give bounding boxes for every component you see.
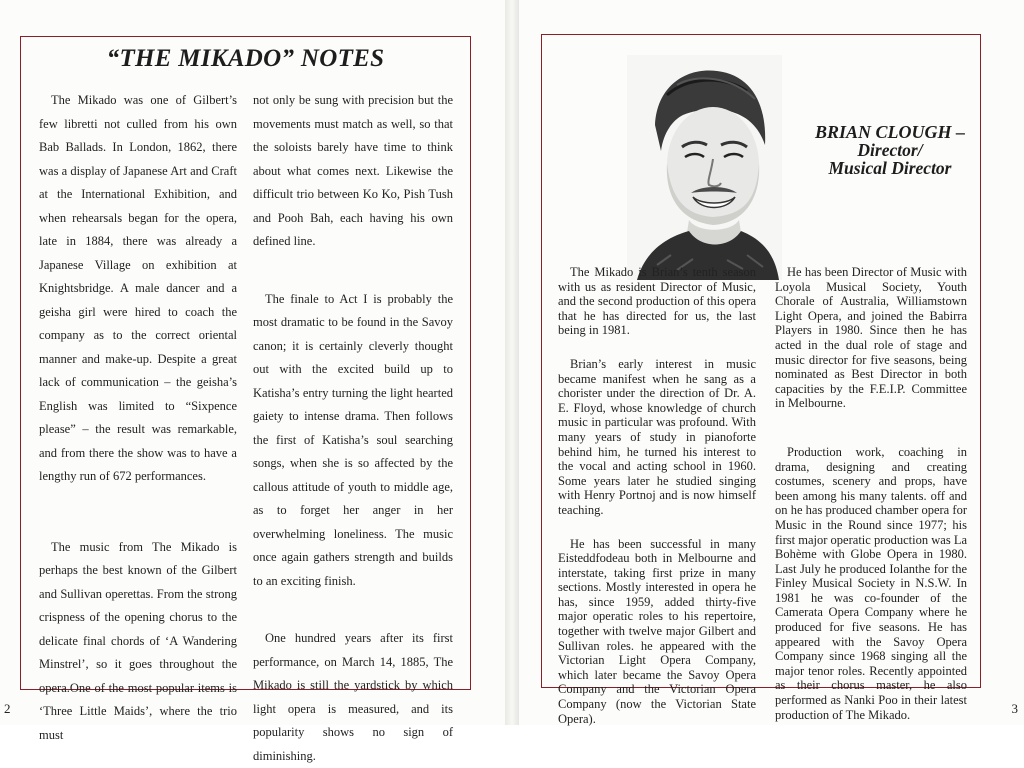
paragraph: He has been successful in many Eisteddfodeau both in Melbourne and interstate, taking first prize in many sections. Mostly interested in opera he has, since 1959, added thirty-five major operatic roles to his repertoire, together with twelve major Gilbert and Sullivan roles. he appeared with the Victorian Light Opera Company, which later became the Savoy Opera Company and the Victorian Opera Company (now the Victorian State Opera). [558, 536, 756, 726]
article-frame [20, 36, 471, 763]
biography-frame [541, 34, 981, 726]
page-number: 2 [4, 701, 11, 716]
page-gutter [505, 0, 519, 725]
right-column-1 [558, 265, 756, 726]
left-page [0, 0, 505, 763]
paragraph: He has been Director of Music with Loyola Musical Society, Youth Chorale of Australia, Williamstown Light Opera, and joined the Babirra Players in 1980. Since then he has acted in the dual role of stage and music director for five seasons, being nominated as Best Director in both capacities by the F.E.I.P. Committee in Melbourne. [775, 265, 967, 411]
article-title: “THE MIKADO” NOTES [106, 45, 385, 72]
left-column-2 [253, 89, 453, 768]
right-column-2 [775, 265, 967, 722]
paragraph: not only be sung with precision but the movements must match as well, so that the soloists barely have time to think about what comes next. Likewise the difficult trio between Ko Ko, Pish Tush and Pooh Bah, each having his own defined line. [253, 93, 453, 248]
paragraph: The music from The Mikado is perhaps the best known of the Gilbert and Sullivan operettas. From the strong crispness of the opening chorus to the delicate final chords of ‘A Wandering Minstrel’, so it goes throughout the opera.One of the most popular items is ‘Three Little Maids’, where the trio must [39, 539, 237, 742]
biography-heading [800, 123, 980, 177]
left-column-1 [39, 89, 237, 747]
bio-name: BRIAN CLOUGH – [814, 122, 966, 142]
bio-role: Musical Director [828, 158, 952, 178]
paragraph: The Mikado was one of Gilbert’s few libretti not culled from his own Bab Ballads. In London, 1862, there was a display of Japanese Art and Craft at the International Exhibition, and when rehearsals began for the opera, late in 1884, there was already a Japanese Village on exhibition at Knightsbridge. A male dancer and a geisha girl were hired to coach the company as to the correct oriental manner and make-up. Despite a great lack of communication – the geisha’s English was limited to “Sixpence please” – the result was remarkable, and from there the show was to have a lengthy run of 672 performances. [39, 93, 237, 483]
right-page [519, 0, 1024, 725]
paragraph: The Mikado is Brian’s tenth season with us as resident Director of Music, and the second production of this opera that he has directed for us, the last being in 1981. [558, 265, 756, 338]
paragraph: The finale to Act I is probably the most dramatic to be found in the Savoy canon; it is certainly cleverly thought out with the excited build up to Katisha’s entry turning the light hearted gaiety to intense drama. Then follows the first of Katisha’s soul searching songs, when she is so affected by the callous attitude of youth to middle age, as to forget her anger in her overwhelming loneliness. The music once again gathers strength and builds to an exciting finish. [253, 291, 453, 588]
page-number: 3 [1011, 701, 1018, 716]
bio-role: Director/ [857, 140, 923, 160]
paragraph: Brian’s early interest in music became manifest when he sang as a chorister under the direction of Dr. A. E. Floyd, whose knowledge of church music in particular was profound. With many years of study in pianoforte behind him, he turned his interest to the vocal and acting school in 1960. Some years later he studied singing with Henry Portnoj and is now himself teaching. [558, 356, 756, 517]
paragraph: Production work, coaching in drama, designing and creating costumes, scenery and props, have been among his many talents. off and on he has produced chamber opera for Music in the Round since 1977; his first major operatic production was La Bohème with Globe Opera in 1980. Last July he produced Iolanthe for the Finley Musical Society in N.S.W. In 1981 he was co-founder of the Camerata Opera Company where he produced for five seasons. He has appeared with the Savoy Opera Company since 1968 singing all the major tenor roles. Recently appointed as their chorus master, he also performed as Nanki Poo in their latest production of The Mikado. [775, 444, 967, 722]
paragraph: One hundred years after its first performance, on March 14, 1885, The Mikado is still the yardstick by which light opera is measured, and its popularity shows no sign of diminishing. [253, 631, 453, 763]
portrait-photo [627, 55, 782, 280]
